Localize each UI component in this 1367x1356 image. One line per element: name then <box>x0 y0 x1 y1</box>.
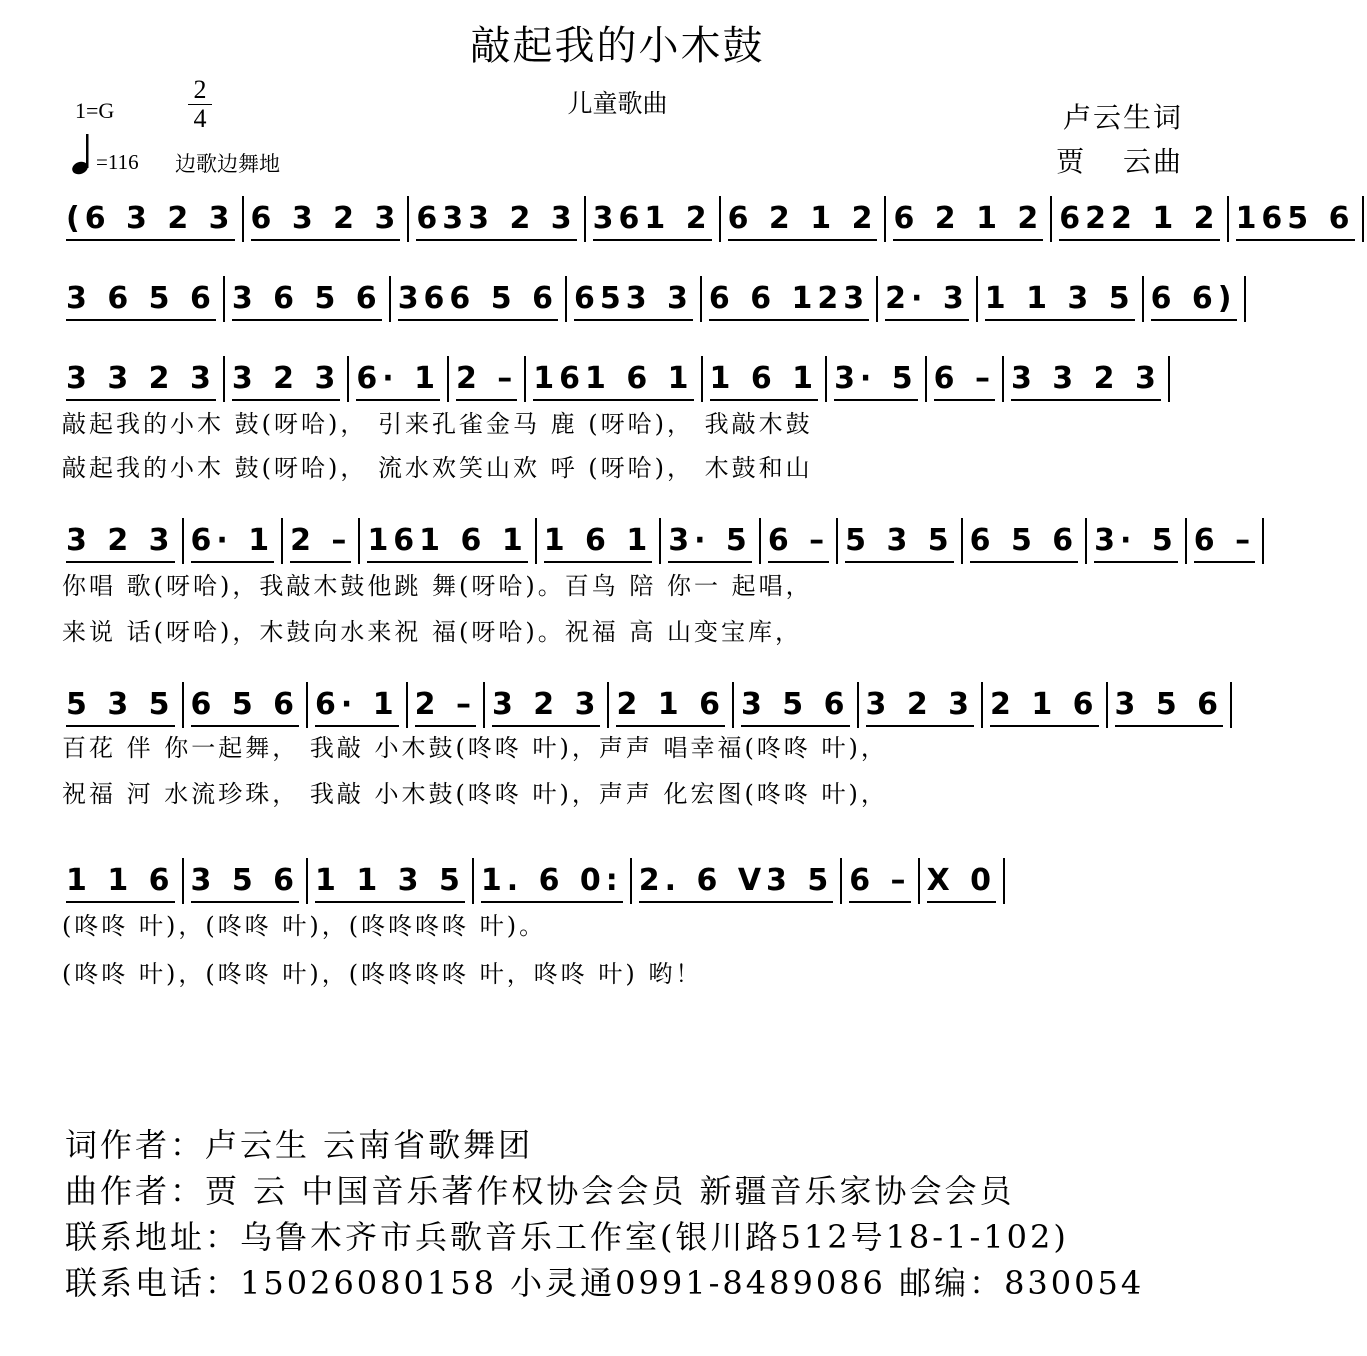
measure-notes: 3 3 2 3 <box>1011 361 1161 401</box>
measure <box>1111 687 1228 722</box>
measure-notes: 6· 1 <box>315 687 399 727</box>
measure <box>589 201 716 236</box>
bar-line <box>981 682 983 728</box>
measure-notes: 3 5 6 <box>741 687 850 727</box>
measure-notes: 3 5 6 <box>1115 687 1224 727</box>
bar-line <box>759 518 761 564</box>
bar-line <box>925 356 927 402</box>
measure-notes: 6 6 123 <box>709 281 869 321</box>
contact-footer <box>65 1122 1144 1306</box>
bar-line <box>1142 276 1144 322</box>
measure <box>62 687 179 722</box>
measure-notes: 2 – <box>290 523 351 563</box>
measure-notes: 1 6 1 <box>544 523 653 563</box>
key-signature: 1=G <box>75 98 115 123</box>
lyricist-info: 词作者：卢云生 云南省歌舞团 <box>65 1126 534 1164</box>
bar-line <box>389 276 391 322</box>
bar-line <box>630 858 632 904</box>
measure-notes: 6 2 1 2 <box>728 201 878 241</box>
measure-notes: 6· 1 <box>356 361 440 401</box>
measure-notes: 5 3 5 <box>845 523 954 563</box>
bar-line <box>447 356 449 402</box>
score-row-4 <box>62 518 1256 564</box>
contact-address: 联系地址：乌鲁木齐市兵歌音乐工作室(银川路512号18-1-102) <box>65 1218 1069 1256</box>
lyric-line-6: 祝福 河 水流珍珠， 我敲 小木鼓(咚咚 叶)，声声 化宏图(咚咚 叶)， <box>62 780 888 808</box>
measure <box>62 281 220 316</box>
measure-notes: 2 1 6 <box>616 687 725 727</box>
bar-line <box>876 276 878 322</box>
bar-line <box>732 682 734 728</box>
tempo-marking: =116 <box>96 150 139 174</box>
measure <box>1190 523 1259 558</box>
measure <box>664 523 756 558</box>
composer-credit: 贾 云曲 <box>1056 145 1183 178</box>
measure-notes: 1 1 3 5 <box>315 863 465 903</box>
bar-line <box>1185 518 1187 564</box>
meter-top: 2 <box>193 75 207 104</box>
measure <box>488 687 605 722</box>
measure-notes: 6 – <box>934 361 995 401</box>
bar-line <box>1003 858 1005 904</box>
lyric-line-5: 百花 伴 你一起舞， 我敲 小木鼓(咚咚 叶)，声声 唱幸福(咚咚 叶)， <box>62 734 888 762</box>
measure-notes: 5 3 5 <box>66 687 175 727</box>
bar-line <box>607 682 609 728</box>
lyric-line-7: (咚咚 叶)，(咚咚 叶)，(咚咚咚咚 叶)。 <box>62 912 547 940</box>
measure <box>540 523 657 558</box>
bar-line <box>884 196 886 242</box>
measure-notes: 3 3 2 3 <box>66 361 216 401</box>
bar-line <box>565 276 567 322</box>
bar-line <box>306 858 308 904</box>
measure <box>187 863 304 898</box>
measure <box>764 523 833 558</box>
bar-line <box>1362 196 1364 242</box>
contact-phone: 联系电话：15026080158 小灵通0991-8489086 邮编：830054 <box>65 1264 1145 1302</box>
measure-notes: 3 2 3 <box>66 523 175 563</box>
measure-notes: 3· 5 <box>1094 523 1178 563</box>
bar-line <box>407 196 409 242</box>
bar-line <box>358 518 360 564</box>
measure <box>412 201 580 236</box>
bar-line <box>840 858 842 904</box>
bar-line <box>242 196 244 242</box>
measure <box>635 863 837 898</box>
measure <box>986 687 1103 722</box>
measure <box>612 687 729 722</box>
bar-line <box>347 356 349 402</box>
measure-notes: 3 2 3 <box>492 687 601 727</box>
measure <box>62 863 179 898</box>
measure <box>247 201 405 236</box>
measure-notes: 3 5 6 <box>191 863 300 903</box>
measure-notes: 2· 3 <box>885 281 969 321</box>
lyric-line-4: 来说 话(呀哈)，木鼓向水来祝 福(呀哈)。祝福 高 山变宝库， <box>62 618 802 646</box>
measure <box>1147 281 1241 316</box>
measure <box>923 863 1000 898</box>
score-row-1 <box>62 196 1355 242</box>
bar-line <box>836 518 838 564</box>
measure <box>1090 523 1182 558</box>
measure-notes: X 0 <box>927 863 996 903</box>
measure-notes: 2 1 6 <box>990 687 1099 727</box>
measure-notes: 6· 1 <box>191 523 275 563</box>
measure-notes: 6 – <box>849 863 910 903</box>
lyric-line-3: 你唱 歌(呀哈)，我敲木鼓他跳 舞(呀哈)。百鸟 陪 你一 起唱， <box>62 572 813 600</box>
composer-info: 曲作者：贾 云 中国音乐著作权协会会员 新疆音乐家协会会员 <box>65 1172 1015 1210</box>
measure <box>706 361 823 396</box>
bar-line <box>857 682 859 728</box>
measure-notes: 633 2 3 <box>416 201 576 241</box>
measure-notes: 6 – <box>768 523 829 563</box>
expression-marking: 边歌边舞地 <box>175 152 280 176</box>
measure <box>352 361 444 396</box>
measure-notes: 161 6 1 <box>367 523 527 563</box>
measure <box>411 687 480 722</box>
measure <box>841 523 958 558</box>
bar-line <box>1262 518 1264 564</box>
measure-notes: 1 1 3 5 <box>985 281 1135 321</box>
bar-line <box>701 356 703 402</box>
measure <box>363 523 531 558</box>
measure <box>62 361 220 396</box>
measure <box>881 281 973 316</box>
measure <box>452 361 521 396</box>
measure-notes: 165 6 <box>1236 201 1355 241</box>
measure <box>187 687 304 722</box>
measure-notes: 3 6 5 6 <box>66 281 216 321</box>
measure-notes: 622 1 2 <box>1059 201 1219 241</box>
time-signature <box>184 76 216 133</box>
measure <box>845 863 914 898</box>
bar-line <box>182 518 184 564</box>
measure-notes: 3· 5 <box>668 523 752 563</box>
measure-notes: 6 5 6 <box>191 687 300 727</box>
measure <box>966 523 1083 558</box>
measure-notes: 161 6 1 <box>533 361 693 401</box>
measure-notes: 653 3 <box>574 281 693 321</box>
meter-bottom: 4 <box>193 104 207 133</box>
measure <box>570 281 697 316</box>
bar-line <box>223 276 225 322</box>
bar-line <box>976 276 978 322</box>
bar-line <box>719 196 721 242</box>
bar-line <box>306 682 308 728</box>
bar-line <box>406 682 408 728</box>
measure <box>477 863 627 898</box>
bar-line <box>659 518 661 564</box>
lyric-line-2: 敲起我的小木 鼓(呀哈)， 流水欢笑山欢 呼 (呀哈)， 木鼓和山 <box>62 454 813 482</box>
measure <box>981 281 1139 316</box>
measure <box>529 361 697 396</box>
score-row-6 <box>62 858 1192 904</box>
measure <box>286 523 355 558</box>
measure <box>737 687 854 722</box>
measure <box>930 361 999 396</box>
measure-notes: 6 6) <box>1151 281 1237 321</box>
score-row-2 <box>62 276 1237 322</box>
lyric-line-8: (咚咚 叶)，(咚咚 叶)，(咚咚咚咚 叶，咚咚 叶) 哟！ <box>62 960 703 988</box>
measure <box>311 863 469 898</box>
bar-line <box>1050 196 1052 242</box>
measure-notes: 1. 6 0: <box>481 863 623 903</box>
measure-notes: 3 2 3 <box>866 687 975 727</box>
bar-line <box>1168 356 1170 402</box>
bar-line <box>918 858 920 904</box>
measure-notes: 6 2 1 2 <box>893 201 1043 241</box>
score-row-3 <box>62 356 1192 402</box>
measure-notes: 361 2 <box>593 201 712 241</box>
measure-notes: 2. 6 V3 5 <box>639 863 833 903</box>
bar-line <box>1244 276 1246 322</box>
bar-line <box>825 356 827 402</box>
measure-notes: 366 5 6 <box>398 281 558 321</box>
measure <box>724 201 882 236</box>
measure-notes: 6 3 2 3 <box>251 201 401 241</box>
bar-line <box>1085 518 1087 564</box>
measure-notes: 3 6 5 6 <box>232 281 382 321</box>
bar-line <box>182 682 184 728</box>
bar-line <box>1002 356 1004 402</box>
bar-line <box>483 682 485 728</box>
bar-line <box>1227 196 1229 242</box>
bar-line <box>223 356 225 402</box>
bar-line <box>700 276 702 322</box>
measure-notes: 2 – <box>456 361 517 401</box>
bar-line <box>182 858 184 904</box>
lyric-line-1: 敲起我的小木 鼓(呀哈)， 引来孔雀金马 鹿 (呀哈)， 我敲木鼓 <box>62 410 813 438</box>
measure <box>228 361 345 396</box>
measure <box>889 201 1047 236</box>
bar-line <box>524 356 526 402</box>
measure <box>830 361 922 396</box>
measure-notes: 2 – <box>415 687 476 727</box>
measure-notes: 6 5 6 <box>970 523 1079 563</box>
song-title: 敲起我的小木鼓 <box>470 23 765 69</box>
song-genre: 儿童歌曲 <box>567 89 668 118</box>
measure-notes: 6 – <box>1194 523 1255 563</box>
score-row-5 <box>62 682 1224 728</box>
measure-notes: 3· 5 <box>834 361 918 401</box>
measure-notes: 1 6 1 <box>710 361 819 401</box>
bar-line <box>472 858 474 904</box>
measure <box>394 281 562 316</box>
measure-notes: 3 2 3 <box>232 361 341 401</box>
measure <box>1055 201 1223 236</box>
measure <box>705 281 873 316</box>
measure <box>862 687 979 722</box>
measure-notes: (6 3 2 3 <box>66 201 235 241</box>
measure <box>187 523 279 558</box>
measure <box>1007 361 1165 396</box>
measure <box>311 687 403 722</box>
lyricist-credit: 卢云生词 <box>1062 101 1183 134</box>
bar-line <box>535 518 537 564</box>
bar-line <box>584 196 586 242</box>
measure <box>62 523 179 558</box>
measure <box>228 281 386 316</box>
measure <box>62 201 239 236</box>
measure <box>1232 201 1359 236</box>
bar-line <box>281 518 283 564</box>
bar-line <box>961 518 963 564</box>
bar-line <box>1106 682 1108 728</box>
bar-line <box>1230 682 1232 728</box>
measure-notes: 1 1 6 <box>66 863 175 903</box>
